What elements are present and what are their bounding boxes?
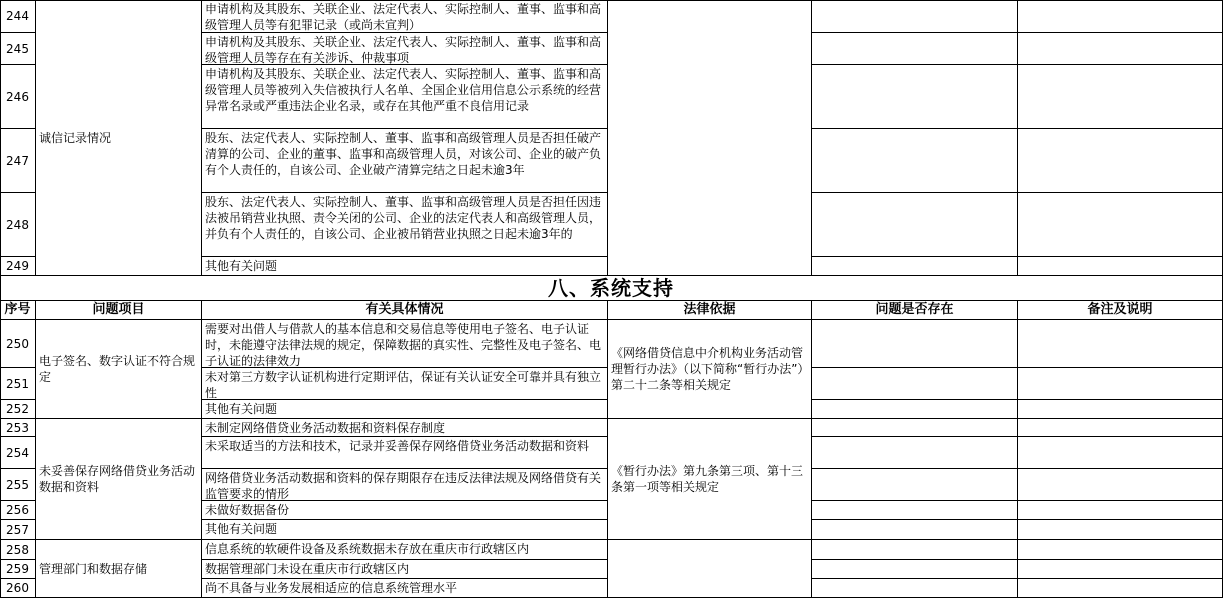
row-number: 254 (0, 437, 36, 469)
detail-cell: 股东、法定代表人、实际控制人、董事、监事和高级管理人员是否担任因违法被吊销营业执照、责令关闭的公司、企业的法定代表人和高级管理人员，并负有个人责任的，自该公司、企业被吊销营业执照之日起未逾3年的 (202, 193, 608, 257)
remark-cell (1018, 129, 1223, 193)
row-number: 245 (0, 33, 36, 65)
item-cell: 未妥善保存网络借贷业务活动数据和资料 (36, 419, 202, 540)
header-no: 序号 (0, 301, 36, 320)
remark-cell (1018, 65, 1223, 129)
detail-cell: 申请机构及其股东、关联企业、法定代表人、实际控制人、董事、监事和高级管理人员等存在有关涉诉、仲裁事项 (202, 33, 608, 65)
remark-cell (1018, 469, 1223, 501)
detail-cell: 申请机构及其股东、关联企业、法定代表人、实际控制人、董事、监事和高级管理人员等有犯罪记录（或尚未宣判） (202, 0, 608, 33)
exists-cell (812, 257, 1018, 276)
row-number: 253 (0, 419, 36, 437)
row-number: 250 (0, 320, 36, 368)
exists-cell (812, 560, 1018, 579)
row-number: 246 (0, 65, 36, 129)
detail-cell: 需要对出借人与借款人的基本信息和交易信息等使用电子签名、电子认证时，未能遵守法律法规的规定，保障数据的真实性、完整性及电子签名、电子认证的法律效力 (202, 320, 608, 368)
row-number: 252 (0, 400, 36, 419)
row-number: 249 (0, 257, 36, 276)
remark-cell (1018, 0, 1223, 33)
detail-cell: 尚不具备与业务发展相适应的信息系统管理水平 (202, 579, 608, 598)
exists-cell (812, 469, 1018, 501)
header-exists: 问题是否存在 (812, 301, 1018, 320)
exists-cell (812, 129, 1018, 193)
row-number: 257 (0, 520, 36, 540)
item-cell: 电子签名、数字认证不符合规定 (36, 320, 202, 419)
remark-cell (1018, 579, 1223, 598)
remark-cell (1018, 193, 1223, 257)
law-cell (608, 0, 812, 276)
row-number: 255 (0, 469, 36, 501)
remark-cell (1018, 320, 1223, 368)
row-number: 256 (0, 501, 36, 520)
remark-cell (1018, 501, 1223, 520)
remark-cell (1018, 540, 1223, 560)
row-number: 247 (0, 129, 36, 193)
item-cell: 诚信记录情况 (36, 0, 202, 276)
header-remark: 备注及说明 (1018, 301, 1223, 320)
law-cell (608, 540, 812, 598)
exists-cell (812, 65, 1018, 129)
header-detail: 有关具体情况 (202, 301, 608, 320)
exists-cell (812, 400, 1018, 419)
law-cell: 《网络借贷信息中介机构业务活动管理暂行办法》（以下简称“暂行办法”）第二十二条等相关规定 (608, 320, 812, 419)
detail-cell: 其他有关问题 (202, 520, 608, 540)
detail-cell: 其他有关问题 (202, 257, 608, 276)
detail-cell: 其他有关问题 (202, 400, 608, 419)
header-law: 法律依据 (608, 301, 812, 320)
detail-cell: 网络借贷业务活动数据和资料的保存期限存在违反法律法规及网络借贷有关监管要求的情形 (202, 469, 608, 501)
detail-cell: 未制定网络借贷业务活动数据和资料保存制度 (202, 419, 608, 437)
exists-cell (812, 33, 1018, 65)
detail-cell: 股东、法定代表人、实际控制人、董事、监事和高级管理人员是否担任破产清算的公司、企业的董事、监事和高级管理人员，对该公司、企业的破产负有个人责任的，自该公司、企业破产清算完结之日起未逾3年 (202, 129, 608, 193)
section-title: 八、系统支持 (0, 276, 1223, 301)
header-item: 问题项目 (36, 301, 202, 320)
exists-cell (812, 419, 1018, 437)
exists-cell (812, 193, 1018, 257)
detail-cell: 未采取适当的方法和技术，记录并妥善保存网络借贷业务活动数据和资料 (202, 437, 608, 469)
exists-cell (812, 368, 1018, 400)
row-number: 251 (0, 368, 36, 400)
item-cell: 管理部门和数据存储 (36, 540, 202, 598)
remark-cell (1018, 257, 1223, 276)
exists-cell (812, 320, 1018, 368)
row-number: 258 (0, 540, 36, 560)
detail-cell: 申请机构及其股东、关联企业、法定代表人、实际控制人、董事、监事和高级管理人员等被列入失信被执行人名单、全国企业信用信息公示系统的经营异常名录或严重违法企业名录，或存在其他严重不良信用记录 (202, 65, 608, 129)
row-number: 248 (0, 193, 36, 257)
exists-cell (812, 437, 1018, 469)
detail-cell: 数据管理部门未设在重庆市行政辖区内 (202, 560, 608, 579)
exists-cell (812, 0, 1018, 33)
exists-cell (812, 540, 1018, 560)
law-cell: 《暂行办法》第九条第三项、第十三条第一项等相关规定 (608, 419, 812, 540)
row-number: 244 (0, 0, 36, 33)
exists-cell (812, 501, 1018, 520)
remark-cell (1018, 400, 1223, 419)
detail-cell: 未做好数据备份 (202, 501, 608, 520)
exists-cell (812, 579, 1018, 598)
detail-cell: 未对第三方数字认证机构进行定期评估，保证有关认证安全可靠并具有独立性 (202, 368, 608, 400)
remark-cell (1018, 33, 1223, 65)
remark-cell (1018, 437, 1223, 469)
remark-cell (1018, 520, 1223, 540)
detail-cell: 信息系统的软硬件设备及系统数据未存放在重庆市行政辖区内 (202, 540, 608, 560)
remark-cell (1018, 419, 1223, 437)
remark-cell (1018, 368, 1223, 400)
row-number: 259 (0, 560, 36, 579)
exists-cell (812, 520, 1018, 540)
remark-cell (1018, 560, 1223, 579)
row-number: 260 (0, 579, 36, 598)
